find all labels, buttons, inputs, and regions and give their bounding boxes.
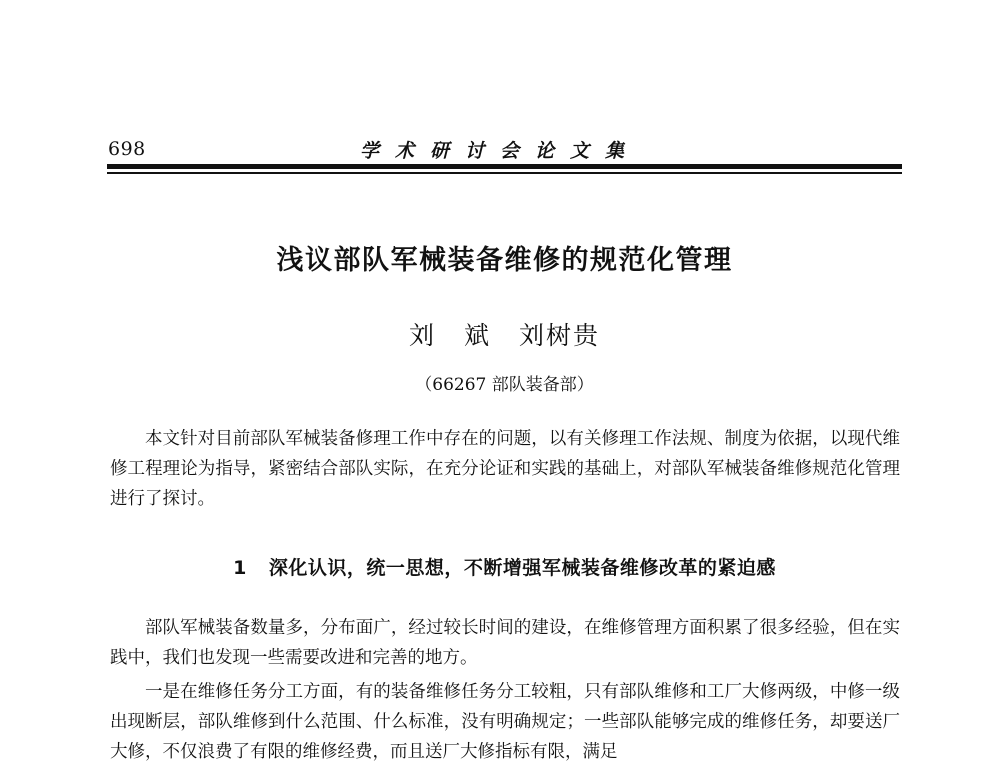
abstract-paragraph: 本文针对目前部队军械装备修理工作中存在的问题，以有关修理工作法规、制度为依据，以现代维修工程理论为指导，紧密结合部队实际，在充分论证和实践的基础上，对部队军械装备维修规范化管理进行了探讨。 bbox=[110, 429, 900, 509]
section-number: 1 bbox=[233, 557, 247, 579]
section-heading bbox=[107, 553, 902, 580]
article-affiliation: （66267 部队装备部） bbox=[415, 375, 594, 395]
body-paragraph: 部队军械装备数量多，分布面广，经过较长时间的建设，在维修管理方面积累了很多经验，但在实践中，我们也发现一些需要改进和完善的地方。 bbox=[110, 618, 900, 668]
header-rule-thin bbox=[107, 172, 902, 174]
header-rule-thick bbox=[107, 164, 902, 169]
section-heading-text: 深化认识，统一思想，不断增强军械装备维修改革的紧迫感 bbox=[268, 557, 776, 579]
body-paragraph: 一是在维修任务分工方面，有的装备维修任务分工较粗，只有部队维修和工厂大修两级，中修一级出现断层，部队维修到什么范围、什么标准，没有明确规定；一些部队能够完成的维修任务，却要送厂大修，不仅浪费了有限的维修经费，而且送厂大修指标有限，满足 bbox=[110, 682, 900, 762]
page-number: 698 bbox=[108, 138, 146, 160]
article-authors: 刘 斌 刘树贵 bbox=[409, 321, 600, 350]
article-title: 浅议部队军械装备维修的规范化管理 bbox=[276, 245, 733, 276]
running-header-title: 学术研讨会论文集 bbox=[359, 140, 640, 162]
